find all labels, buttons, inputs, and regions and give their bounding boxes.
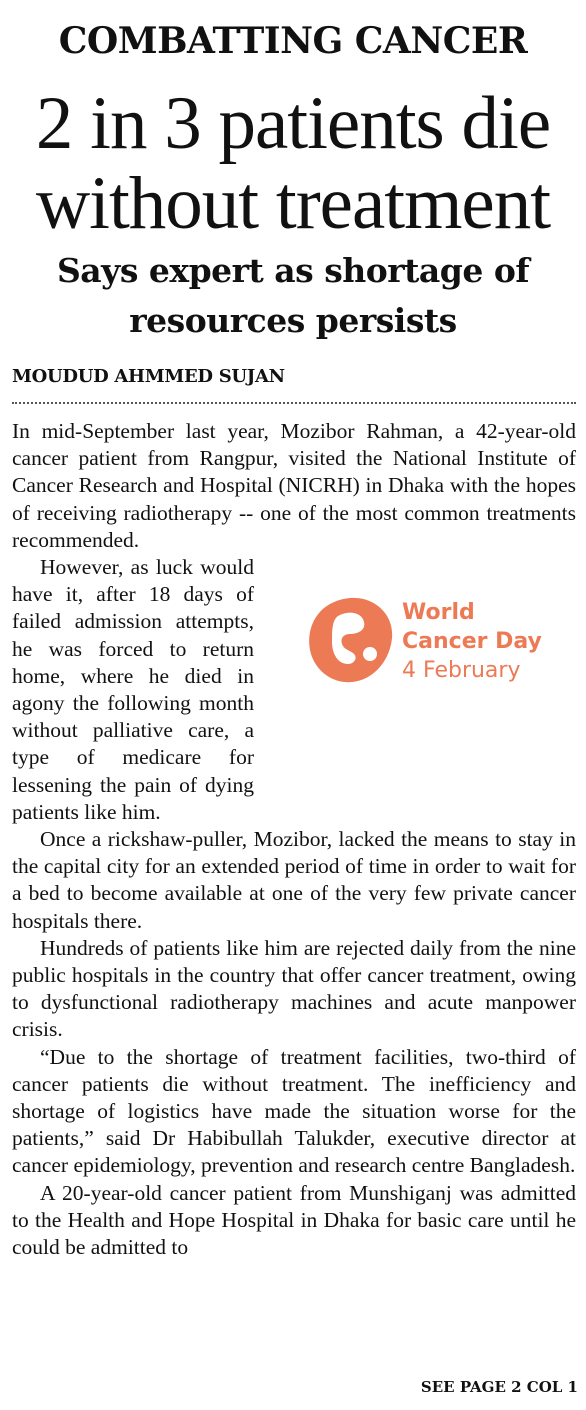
world-cancer-day-logo bbox=[266, 554, 576, 774]
paragraph: “Due to the shortage of treatment facilities, two-third of cancer patients die without treatment. The inefficiency and shortage of logistics have made the situation worse for the patients,” said Dr Habibullah Talukder, executive director at cancer epidemiology, prevention and research centre Bangladesh. bbox=[12, 1044, 576, 1178]
byline: MOUDUD AHMMED SUJAN bbox=[12, 366, 285, 387]
headline-line-2: without treatment bbox=[35, 162, 551, 245]
dotted-divider bbox=[12, 402, 576, 404]
subheadline bbox=[0, 246, 586, 346]
logo-line-1: World bbox=[402, 600, 475, 626]
paragraph: In mid-September last year, Mozibor Rahman, a 42-year-old cancer patient from Rangpur, visited the National Institute of Cancer Research and Hospital (NICRH) in Dhaka with the hopes of receiving radiotherapy -- one of the most common treatments recommended. bbox=[12, 419, 576, 552]
section-kicker: COMBATTING CANCER bbox=[58, 20, 528, 62]
cancer-day-emblem-icon bbox=[304, 594, 396, 686]
paragraph: A 20-year-old cancer patient from Munshiganj was admitted to the Health and Hope Hospital in Dhaka for basic care until he could be admitted to bbox=[12, 1180, 576, 1260]
paragraph: However, as luck would have it, after 18 days of failed admission attempts, he was forced to return home, where he died in agony the following month without palliative care, a type of medicare for lessening the pain of dying patients like him. bbox=[12, 555, 254, 824]
logo-line-2: Cancer Day bbox=[402, 629, 542, 655]
subheadline-line-2: resources persists bbox=[129, 301, 457, 340]
logo-wordmark bbox=[402, 598, 542, 685]
headline bbox=[0, 84, 586, 244]
headline-line-1: 2 in 3 patients die bbox=[35, 82, 551, 165]
paragraph: Once a rickshaw-puller, Mozibor, lacked the means to stay in the capital city for an extended period of time in order to wait for a bed to become available at one of the very few private cancer hospitals there. bbox=[12, 827, 576, 933]
continuation-jump: SEE PAGE 2 COL 1 bbox=[420, 1378, 578, 1396]
subheadline-line-1: Says expert as shortage of bbox=[56, 251, 530, 290]
logo-line-3: 4 February bbox=[402, 658, 521, 684]
paragraph: Hundreds of patients like him are rejected daily from the nine public hospitals in the country that offer cancer treatment, owing to dysfunctional radiotherapy machines and acute manpower crisis. bbox=[12, 935, 576, 1042]
article-body bbox=[12, 418, 576, 1261]
